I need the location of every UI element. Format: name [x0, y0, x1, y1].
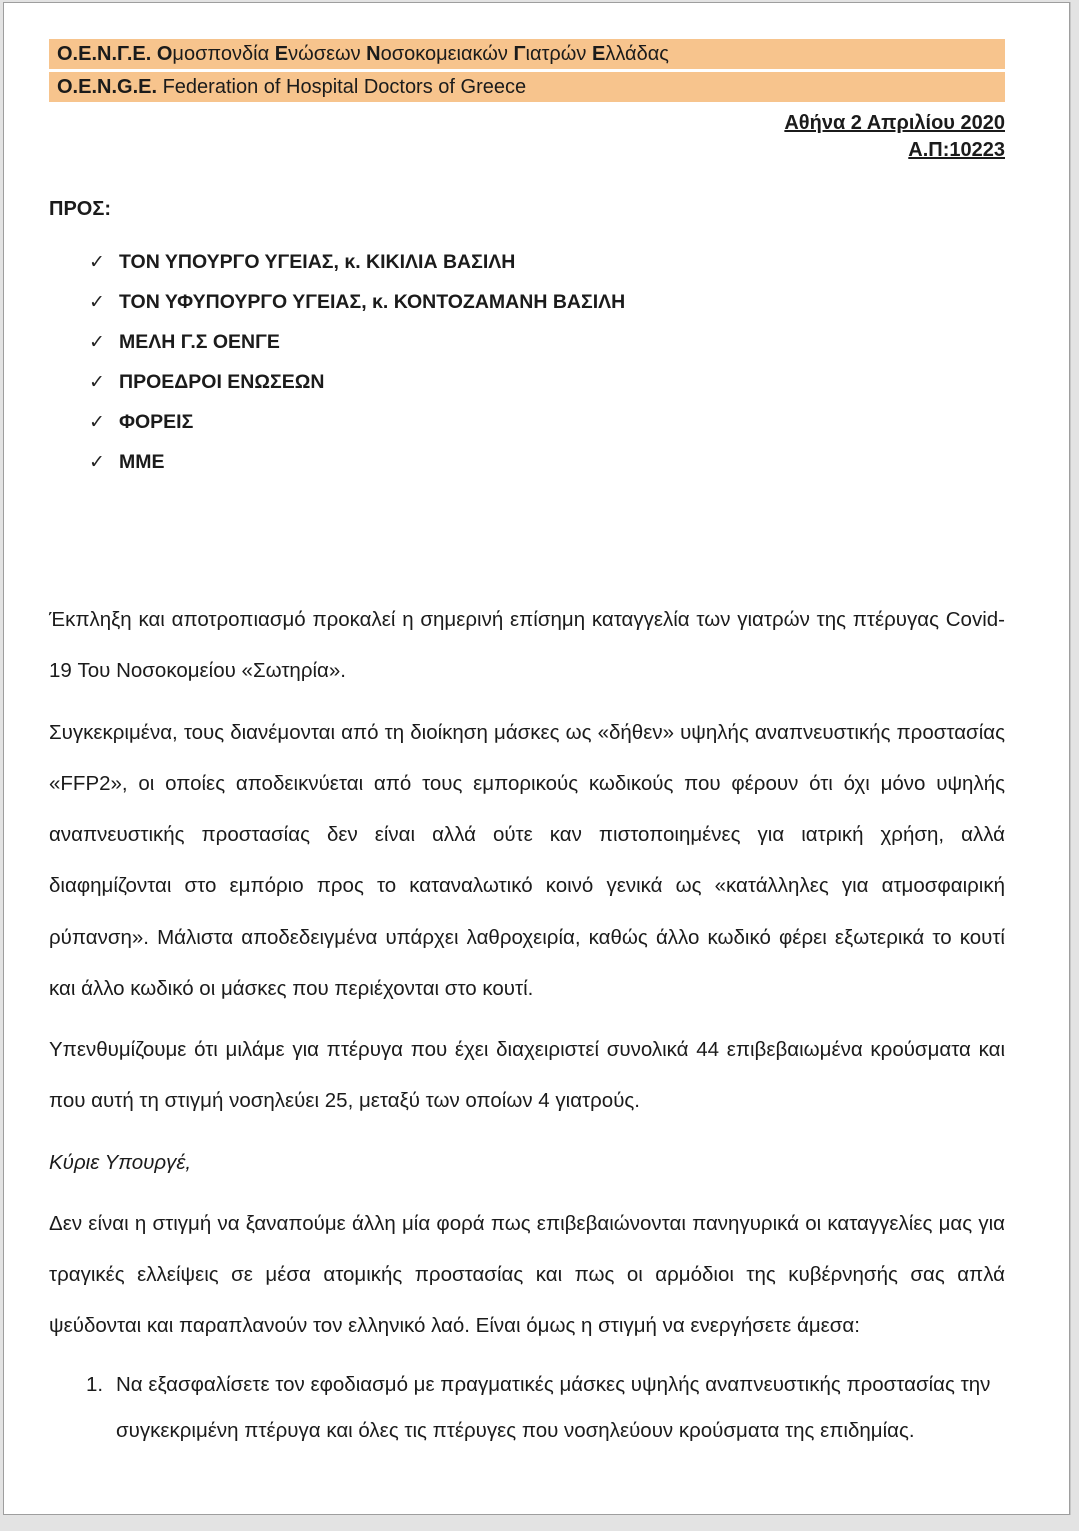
action-item — [49, 1362, 1005, 1454]
letter-body — [49, 594, 1005, 1454]
checkmark-icon: ✓ — [89, 252, 105, 273]
recipient-text: ΜΕΛΗ Γ.Σ ΟΕΝΓΕ — [119, 331, 280, 353]
org-acronym-greek: Ο.Ε.Ν.Γ.Ε. — [57, 43, 152, 65]
recipient-item — [49, 451, 1005, 476]
action-text: Να εξασφαλίσετε τον εφοδιασμό με πραγματικές μάσκες υψηλής αναπνευστικής προστασίας την συγκεκριμένη πτέρυγα και όλες τις πτέρυγες που νοσηλεύουν κρούσματα της επιδημίας. — [116, 1372, 991, 1442]
org-name-greek-word — [513, 43, 586, 65]
recipient-text: ΜΜΕ — [119, 451, 165, 473]
header-band-greek — [49, 39, 1005, 69]
recipient-item — [49, 411, 1005, 436]
word-rest: οσοκομειακών — [380, 43, 508, 65]
org-name-greek-word — [366, 43, 508, 65]
org-name-english: Federation of Hospital Doctors of Greece — [162, 76, 527, 98]
word-rest: λλάδας — [605, 43, 669, 65]
org-name-greek-word — [275, 43, 361, 65]
org-name-greek-word — [157, 43, 269, 65]
recipients-label: ΠΡΟΣ: — [49, 198, 112, 220]
body-paragraph: Υπενθυμίζουμε ότι μιλάμε για πτέρυγα που έχει διαχειριστεί συνολικά 44 επιβεβαιωμένα κρούσματα και που αυτή τη στιγμή νοσηλεύει 25, μεταξύ των οποίων 4 γιατρούς. — [49, 1038, 1005, 1113]
body-paragraph: Έκπληξη και αποτροπιασμό προκαλεί η σημερινή επίσημη καταγγελία των γιατρών της πτέρυγας Covid-19 Του Νοσοκομείου «Σωτηρία». — [49, 608, 1005, 683]
recipients-list — [49, 251, 1005, 476]
recipient-text: ΦΟΡΕΙΣ — [119, 411, 194, 433]
recipient-text: ΠΡΟΕΔΡΟΙ ΕΝΩΣΕΩΝ — [119, 371, 325, 393]
org-acronym-english: O.E.N.G.E. — [57, 76, 158, 98]
word-initial: Ο — [156, 43, 173, 65]
word-rest: νώσεων — [288, 43, 361, 65]
checkmark-icon: ✓ — [89, 372, 105, 393]
action-list — [49, 1362, 1005, 1454]
body-paragraph: Δεν είναι η στιγμή να ξαναπούμε άλλη μία φορά πως επιβεβαιώνονται πανηγυρικά οι καταγγελίες μας για τραγικές ελλείψεις σε μέσα ατομικής προστασίας και πως οι αρμόδιοι της κυβέρνησής σας απλά ψεύδονται και παραπλανούν τον ελληνικό λαό. Είναι όμως η στιγμή να ενεργήσετε άμεσα: — [49, 1211, 1005, 1338]
recipient-item — [49, 251, 1005, 276]
word-initial: Ε — [274, 43, 289, 65]
checkmark-icon: ✓ — [89, 412, 105, 433]
recipient-item — [49, 291, 1005, 316]
word-rest: ιατρών — [525, 43, 587, 65]
recipient-text: ΤΟΝ ΥΠΟΥΡΓΟ ΥΓΕΙΑΣ, κ. ΚΙΚΙΛΙΑ ΒΑΣΙΛΗ — [119, 251, 516, 273]
document-content — [49, 39, 1005, 1454]
protocol-number: Α.Π:10223 — [908, 139, 1005, 161]
action-number: 1. — [86, 1372, 104, 1396]
checkmark-icon: ✓ — [89, 452, 105, 473]
word-initial: Ε — [591, 43, 606, 65]
word-initial: Γ — [513, 43, 526, 65]
checkmark-icon: ✓ — [89, 332, 105, 353]
body-paragraph: Συγκεκριμένα, τους διανέμονται από τη διοίκηση μάσκες ως «δήθεν» υψηλής αναπνευστικής προστασίας «FFP2», οι οποίες αποδεικνύεται από τους εμπορικούς κωδικούς που φέρουν ότι όχι μόνο υψηλής αναπνευστικής προστασίας δεν είναι αλλά ούτε καν πιστοποιημένες για ιατρική χρήση, αλλά διαφημίζονται στο εμπόριο προς το καταναλωτικό κοινό γενικά ως «κατάλληλες για ατμοσφαιρική ρύπανση». Μάλιστα αποδεδειγμένα υπάρχει λαθροχειρία, καθώς άλλο κωδικό φέρει εξωτερικά το κουτί και άλλο κωδικό οι μάσκες που περιέχονται στο κουτί. — [49, 720, 1005, 1000]
salutation: Κύριε Υπουργέ, — [49, 1150, 192, 1174]
checkmark-icon: ✓ — [89, 292, 105, 313]
date-line: Αθήνα 2 Απριλίου 2020 — [784, 112, 1005, 134]
recipient-item — [49, 331, 1005, 356]
recipient-text: ΤΟΝ ΥΦΥΠΟΥΡΓΟ ΥΓΕΙΑΣ, κ. ΚΟΝΤΟΖΑΜΑΝΗ ΒΑΣΙΛΗ — [119, 291, 626, 313]
word-rest: μοσπονδία — [172, 43, 270, 65]
recipient-item — [49, 371, 1005, 396]
word-initial: Ν — [366, 43, 381, 65]
header-band-english — [49, 72, 1005, 102]
date-block — [49, 110, 1005, 164]
org-name-greek-word — [592, 43, 669, 65]
document-page — [3, 2, 1070, 1515]
